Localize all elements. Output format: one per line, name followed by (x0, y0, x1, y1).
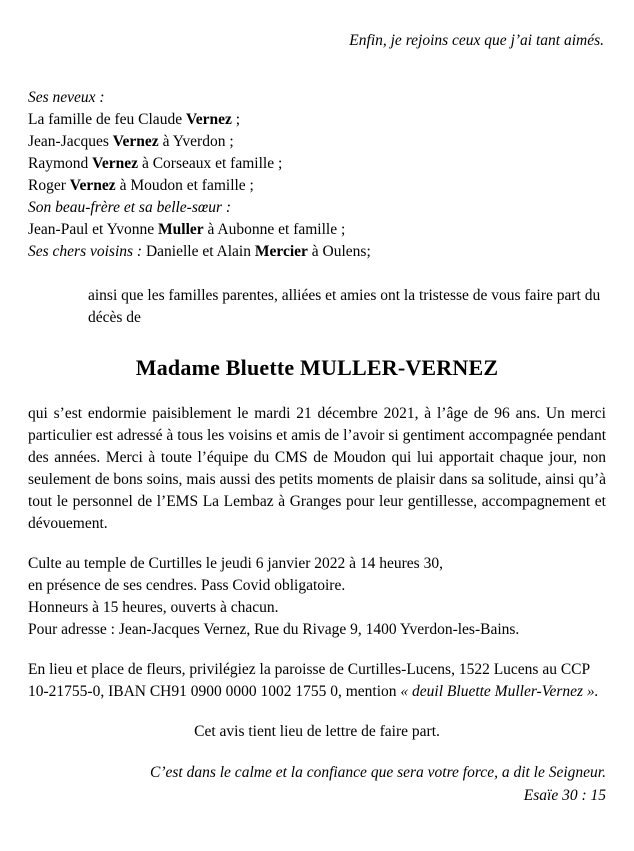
closing-line: que sera votre force, a dit le Seigneur. (370, 763, 606, 781)
ceremony-line: en présence de ses cendres. Pass Covid obligatoire. (28, 576, 346, 594)
family-line-prefix: Roger (28, 176, 70, 194)
announcement-line: ont la tristesse de vous faire part du décès de (88, 286, 601, 326)
donation-text: En lieu et place de fleurs, privilégiez la paroisse de Curtilles-Lucens, 1522 Lucens au CCP 10-21755-0, IBAN CH91 0900 0000 1002 1755 0, mention (28, 660, 590, 700)
family-line (28, 109, 606, 131)
family-line-suffix: à Aubonne et famille ; (203, 220, 346, 238)
ceremony-line: Honneurs à 15 heures, ouverts à chacun. (28, 598, 279, 616)
letter-note: Cet avis tient lieu de lettre de faire part. (194, 722, 440, 740)
family-line-suffix: à Yverdon ; (158, 132, 234, 150)
family-line-prefix: Raymond (28, 154, 93, 172)
nephews-label: Ses neveux : (28, 88, 105, 106)
ceremony-line: Culte au temple de Curtilles le jeudi 6 janvier 2022 à 14 heures 30, (28, 554, 443, 572)
family-line (28, 131, 606, 153)
neighbours-surname: Mercier (254, 242, 308, 260)
donation-paragraph (28, 659, 606, 703)
neighbours-label: Ses chers voisins : (28, 242, 143, 260)
family-line-prefix: La famille de feu Claude (28, 110, 186, 128)
donation-mention: « deuil Bluette Muller-Vernez ». (400, 682, 599, 700)
neighbours-suffix: à Oulens; (307, 242, 371, 260)
family-surname: Muller (158, 220, 204, 238)
closing-block (28, 763, 606, 807)
ceremony-block (28, 553, 606, 641)
family-surname: Vernez (112, 132, 159, 150)
announcement-block (28, 285, 606, 329)
family-line-suffix: à Corseaux et famille ; (138, 154, 283, 172)
family-line-suffix: ; (231, 110, 241, 128)
ceremony-line: Pour adresse : Jean-Jacques Vernez, Rue du Rivage 9, 1400 Yverdon-les-Bains. (28, 620, 520, 638)
death-paragraph: qui s’est endormie paisiblement le mardi 21 décembre 2021, à l’âge de 96 ans. Un merci particulier est adressé à tous les voisins et amis de l’avoir si gentiment accompagnée pendant des années. Merci à toute l’équipe du CMS de Moudon qui lui apportait chaque jour, non seulement de bons soins, mais aussi des petits moments de plaisir dans sa solitude, ainsi qu’à tout le personnel de l’EMS La Lembaz à Granges pour leur gentillesse, accompagnement et dévouement. (28, 404, 606, 532)
family-surname: Vernez (185, 110, 232, 128)
epigraph: Enfin, je rejoins ceux que j’ai tant aimés. (349, 32, 604, 49)
closing-line: C’est dans le calme et la confiance (150, 763, 367, 781)
family-line (28, 175, 606, 197)
family-line (28, 153, 606, 175)
neighbours-line (28, 241, 606, 263)
family-surname: Vernez (92, 154, 139, 172)
brother-in-law-label: Son beau-frère et sa belle-sœur : (28, 198, 232, 216)
deceased-name: Madame Bluette MULLER-VERNEZ (135, 354, 499, 380)
family-line-suffix: à Moudon et famille ; (115, 176, 254, 194)
family-line-prefix: Jean-Paul et Yvonne (28, 220, 159, 238)
announcement-line: ainsi que les familles parentes, alliées et amies (88, 286, 377, 304)
neighbours-prefix: Danielle et Alain (142, 242, 255, 260)
bible-reference: Esaïe 30 : 15 (523, 786, 606, 804)
family-line (28, 219, 606, 241)
death-notice-page (0, 32, 634, 851)
family-surname: Vernez (69, 176, 116, 194)
family-line-prefix: Jean-Jacques (28, 132, 113, 150)
family-block (28, 87, 606, 263)
